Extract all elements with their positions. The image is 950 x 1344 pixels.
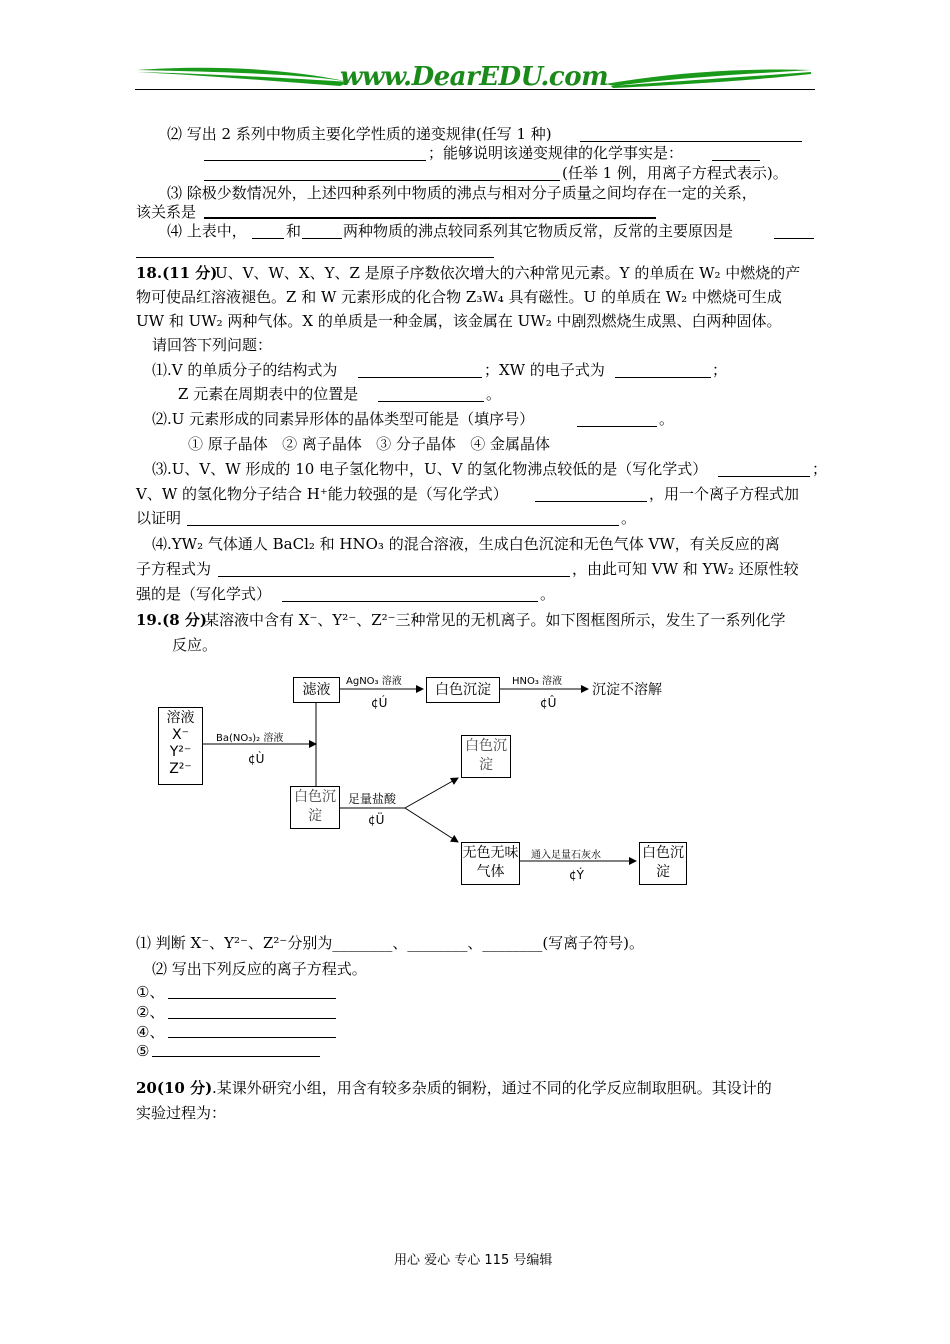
q18-p2-end: 。 [659, 410, 675, 428]
precipitate-insoluble-text: 沉淀不溶解 [592, 682, 662, 698]
q19-blank-label-4: ⑤ [136, 1042, 150, 1060]
reagent-label-4: 足量盐酸 [348, 792, 397, 806]
page-footer: 用心 爱心 专心 115 号编辑 [394, 1253, 553, 1268]
q18-p4-c: 强的是（写化学式） [136, 585, 272, 603]
white-precipitate-box-2: 白色沉淀 [290, 786, 340, 829]
q18-heading: 18.(11 分) [136, 264, 218, 282]
q19-p1: ⑴ 判断 X⁻、Y²⁻、Z²⁻分别为________、________、________(写离子符号)。 [136, 934, 645, 952]
q20-intro-line2: 实验过程为： [136, 1104, 227, 1122]
step-code-3: ¢Û [540, 696, 557, 710]
solution-box [158, 707, 203, 785]
q18-intro-line1: U、V、W、X、Y、Z 是原子序数依次增大的六种常见元素。Y 的单质在 W₂ 中燃烧的产 [215, 264, 801, 282]
q19-blank-label-1: ①、 [136, 983, 165, 1001]
q18-p3-b-end: ，用一个离子方程式加 [649, 485, 800, 503]
q19-blank-label-2: ②、 [136, 1003, 165, 1021]
answer-blank[interactable] [168, 1037, 336, 1038]
q18-p4-b-end: ，由此可知 VW 和 YW₂ 还原性较 [572, 560, 799, 578]
step-code-5: ¢Ý [569, 868, 584, 882]
answer-blank[interactable] [152, 1056, 320, 1057]
q20-intro-line1: .某课外研究小组，用含有较多杂质的铜粉，通过不同的化学反应制取胆矾。其设计的 [212, 1079, 772, 1097]
q17-p4-b: 和 [286, 222, 302, 240]
q18-p1-a: ⑴.V 的单质分子的结构式为 [152, 361, 338, 379]
q18-p1-e: 。 [486, 385, 502, 403]
q18-p1-d: Z 元素在周期表中的位置是 [178, 385, 359, 403]
site-logo-text: www.DearEDU.com [340, 62, 609, 92]
q17-p4-a: ⑷ 上表中， [167, 222, 247, 240]
ion-x-label: X⁻ [172, 727, 189, 743]
q17-p2-line1: ⑵ 写出 2 系列中物质主要化学性质的递变规律(任写 1 种) [167, 125, 552, 143]
q18-p3-a: ⑶.U、V、W 形成的 10 电子氢化物中，U、V 的氢化物沸点较低的是（写化学式） [152, 460, 708, 478]
q19-intro-line2: 反应。 [172, 636, 218, 654]
q18-p3-b: V、W 的氢化物分子结合 H⁺能力较强的是（写化学式） [136, 485, 508, 503]
q18-p1-c: ； [712, 361, 728, 379]
ion-z-label: Z²⁻ [169, 761, 192, 777]
q18-p1-b: ；XW 的电子式为 [484, 361, 605, 379]
white-precipitate-box-4: 白色沉淀 [639, 842, 687, 885]
q17-p4-c: 两种物质的沸点较同系列其它物质反常，反常的主要原因是 [343, 222, 734, 240]
q19-p2: ⑵ 写出下列反应的离子方程式。 [152, 960, 367, 978]
white-precipitate-box: 白色沉淀 [426, 677, 500, 703]
reagent-label-2: AgNO₃ 溶液 [346, 676, 402, 687]
q17-p3-line1: ⑶ 除极少数情况外，上述四种系列中物质的沸点与相对分子质量之间均存在一定的关系， [167, 184, 757, 202]
reagent-label-1: Ba(NO₃)₂ 溶液 [216, 733, 284, 744]
q20-heading: 20(10 分) [136, 1079, 213, 1097]
q19-heading: 19.(8 分) [136, 611, 207, 629]
q18-ask: 请回答下列问题： [152, 336, 273, 354]
q18-intro-line2: 物可使品红溶液褪色。Z 和 W 元素形成的化合物 Z₃W₄ 具有磁性。U 的单质在 W₂ 中燃烧可生成 [136, 288, 782, 306]
step-code-4: ¢Ü [368, 813, 385, 827]
q18-options: ① 原子晶体 ② 离子晶体 ③ 分子晶体 ④ 金属晶体 [188, 435, 550, 453]
answer-blank[interactable] [168, 1018, 336, 1019]
step-code-1: ¢Ù [248, 752, 265, 766]
answer-blank[interactable] [168, 998, 336, 999]
filtrate-box: 滤液 [293, 677, 340, 703]
q18-p3-c: 以证明 [136, 509, 182, 527]
q18-p3-c-end: 。 [621, 509, 637, 527]
solution-title: 溶液 [166, 710, 195, 726]
q18-p2: ⑵.U 元素形成的同素异形体的晶体类型可能是（填序号） [152, 410, 535, 428]
q17-p3-line2: 该关系是 [136, 203, 197, 221]
colorless-gas-box: 无色无味气体 [461, 842, 520, 885]
q17-p2-line2: ；能够说明该递变规律的化学事实是： [428, 144, 684, 162]
reagent-label-5: 通入足量石灰水 [531, 850, 601, 861]
white-precipitate-box-3: 白色沉淀 [461, 735, 511, 778]
q18-p4-b: 子方程式为 [136, 560, 212, 578]
reagent-label-3: HNO₃ 溶液 [512, 676, 563, 687]
q18-p4-a: ⑷.YW₂ 气体通人 BaCl₂ 和 HNO₃ 的混合溶液，生成白色沉淀和无色气体 VW，有关反应的离 [152, 535, 780, 553]
q18-p3-a-end: ； [812, 460, 828, 478]
step-code-2: ¢Ú [371, 696, 388, 710]
q18-intro-line3: UW 和 UW₂ 两种气体。X 的单质是一种金属，该金属在 UW₂ 中剧烈燃烧生成黑、白两种固体。 [136, 312, 782, 330]
q18-p4-c-end: 。 [540, 585, 556, 603]
q17-p2-line3: (任举 1 例，用离子方程式表示)。 [562, 164, 788, 182]
q19-intro-line1: 某溶液中含有 X⁻、Y²⁻、Z²⁻三种常见的无机离子。如下图框图所示，发生了一系列化学 [204, 611, 786, 629]
q19-blank-label-3: ④、 [136, 1023, 165, 1041]
ion-y-label: Y²⁻ [169, 744, 192, 760]
